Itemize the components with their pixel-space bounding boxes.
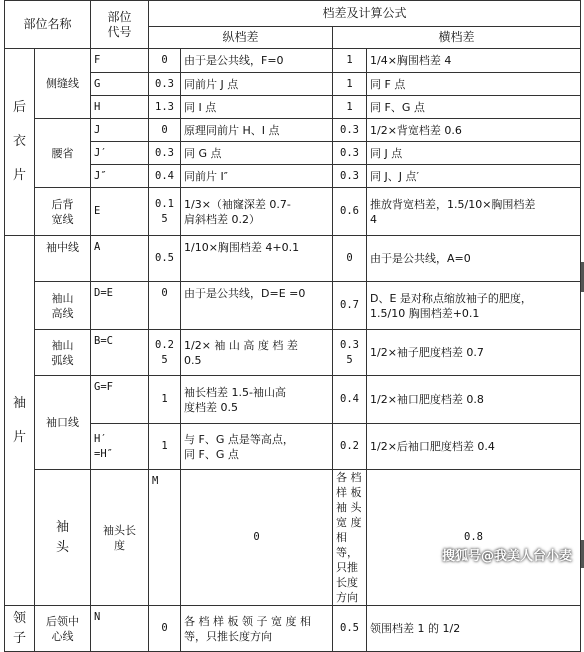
subpart-sleeve-cap-height: 袖山 高线 [35,282,91,330]
point-code: E [91,188,149,236]
group-char: 领 [12,610,26,626]
horizontal-formula: 1/2×后袖口肥度档差 0.4 [367,424,581,470]
point-code: J [91,119,149,142]
group-sleeve-piece [5,236,35,606]
point-code: B=C [91,330,149,376]
horizontal-value: 0.4 [333,376,367,424]
vertical-formula: 1/3×（袖窿深差 0.7- 肩斜档差 0.2） [181,188,333,236]
vertical-formula: 1/10×胸围档差 4+0.1 [181,236,333,282]
vertical-formula: 同 I 点 [181,96,333,119]
table-row [5,424,581,470]
subpart-waist-dart: 腰省 [35,119,91,188]
table-row [5,606,581,652]
group-collar [5,606,35,652]
horizontal-formula: 1/2×袖口肥度档差 0.8 [367,376,581,424]
horizontal-formula: 同 F、G 点 [367,96,581,119]
group-cuff-head [35,470,91,606]
table-row [5,142,581,165]
group-char: 后 [12,100,26,115]
vertical-formula: 同前片 I″ [181,165,333,188]
vertical-value: 1 [149,424,181,470]
horizontal-value: 0 [333,236,367,282]
vertical-formula: 与 F、G 点是等高点， 同 F、G 点 [181,424,333,470]
vertical-value: 0.3 [149,142,181,165]
vertical-formula: 同前片 J 点 [181,73,333,96]
horizontal-formula: 同 J、J 点′ [367,165,581,188]
subpart-cuff-line: 袖口线 [35,376,91,470]
vertical-value: 0.1 5 [149,188,181,236]
horizontal-value: 1 [333,49,367,73]
subpart-sleeve-cap-arc: 袖山 弧线 [35,330,91,376]
horizontal-formula: 同 J 点 [367,142,581,165]
subpart-back-width: 后背 宽线 [35,188,91,236]
point-code: A [91,236,149,282]
horizontal-value: 0.6 [333,188,367,236]
vertical-value: 0.3 [149,73,181,96]
point-code: J″ [91,165,149,188]
vertical-formula: 同 G 点 [181,142,333,165]
group-char: 头 [56,539,70,555]
horizontal-value: 0.5 [333,606,367,652]
header-row-1 [5,1,581,27]
vertical-value: 0.4 [149,165,181,188]
horizontal-value: 0.3 [333,142,367,165]
horizontal-value: 0.3 [333,119,367,142]
horizontal-formula: 由于是公共线，A=0 [367,236,581,282]
horizontal-value: 1 [333,73,367,96]
horizontal-formula: 同 F 点 [367,73,581,96]
horizontal-formula: 推放背宽档差，1.5/10×胸围档差 4 [367,188,581,236]
header-formula-group: 档差及计算公式 [149,1,581,27]
horizontal-value: 1 [333,96,367,119]
horizontal-formula: 1/4×胸围档差 4 [367,49,581,73]
table-row [5,470,581,606]
vertical-value: 0.2 5 [149,330,181,376]
group-char: 片 [12,168,26,183]
vertical-value: 1 [149,376,181,424]
table-row [5,49,581,73]
point-code: H [91,96,149,119]
vertical-formula: 原理同前片 H、I 点 [181,119,333,142]
table-row [5,165,581,188]
vertical-value: 0 [149,606,181,652]
vertical-formula: 由于是公共线，F=0 [181,49,333,73]
table-row [5,73,581,96]
horizontal-value: 0.8 [367,470,581,606]
horizontal-formula: 1/2×袖子肥度档差 0.7 [367,330,581,376]
table-row [5,188,581,236]
table-row [5,96,581,119]
vertical-formula: 各 档 样 板 领 子 宽 度 相 等，只推长度方向 [181,606,333,652]
watermark: 搜狐号@我美人台小麦 [441,549,572,564]
table-row [5,236,581,282]
group-char: 片 [12,429,26,445]
horizontal-formula: 领围档差 1 的 1/2 [367,606,581,652]
point-code: M [149,470,181,606]
table-row [5,376,581,424]
horizontal-value: 0.3 [333,165,367,188]
horizontal-formula: D、E 是对称点缩放袖子的肥度， 1.5/10 胸围档差+0.1 [367,282,581,330]
vertical-value: 0 [149,49,181,73]
header-part-code: 部位 代号 [91,1,149,49]
subpart-cuff-head-length: 袖头长 度 [91,470,149,606]
point-code: F [91,49,149,73]
header-horizontal-grade: 横档差 [333,27,581,49]
horizontal-value: 0.2 [333,424,367,470]
point-code: G [91,73,149,96]
horizontal-value: 0.3 5 [333,330,367,376]
group-char: 衣 [12,134,26,149]
vertical-value: 0 [181,470,333,606]
table-row [5,119,581,142]
vertical-formula: 袖长档差 1.5-袖山高 度档差 0.5 [181,376,333,424]
point-code: J′ [91,142,149,165]
vertical-value: 0 [149,282,181,330]
point-code: N [91,606,149,652]
point-code: D=E [91,282,149,330]
vertical-value: 0 [149,119,181,142]
header-vertical-grade: 纵档差 [149,27,333,49]
subpart-side-seam: 侧缝线 [35,49,91,119]
point-code: G=F [91,376,149,424]
header-part-name: 部位名称 [5,1,91,49]
table-row [5,330,581,376]
group-char: 袖 [56,519,70,535]
group-char: 袖 [12,395,26,411]
subpart-sleeve-center: 袖中线 [35,236,91,282]
subpart-back-collar-center: 后领中 心线 [35,606,91,652]
vertical-formula: 1/2× 袖 山 高 度 档 差 0.5 [181,330,333,376]
vertical-formula: 各 档 样 板 袖 头 宽 度 相 等，只推长度方向 [333,470,367,606]
group-back-piece [5,49,35,236]
horizontal-value: 0.7 [333,282,367,330]
table-row [5,282,581,330]
vertical-value: 0.5 [149,236,181,282]
vertical-formula: 由于是公共线，D=E =0 [181,282,333,330]
group-char: 子 [12,630,26,646]
point-code: H′ =H″ [91,424,149,470]
vertical-value: 1.3 [149,96,181,119]
horizontal-formula: 1/2×背宽档差 0.6 [367,119,581,142]
